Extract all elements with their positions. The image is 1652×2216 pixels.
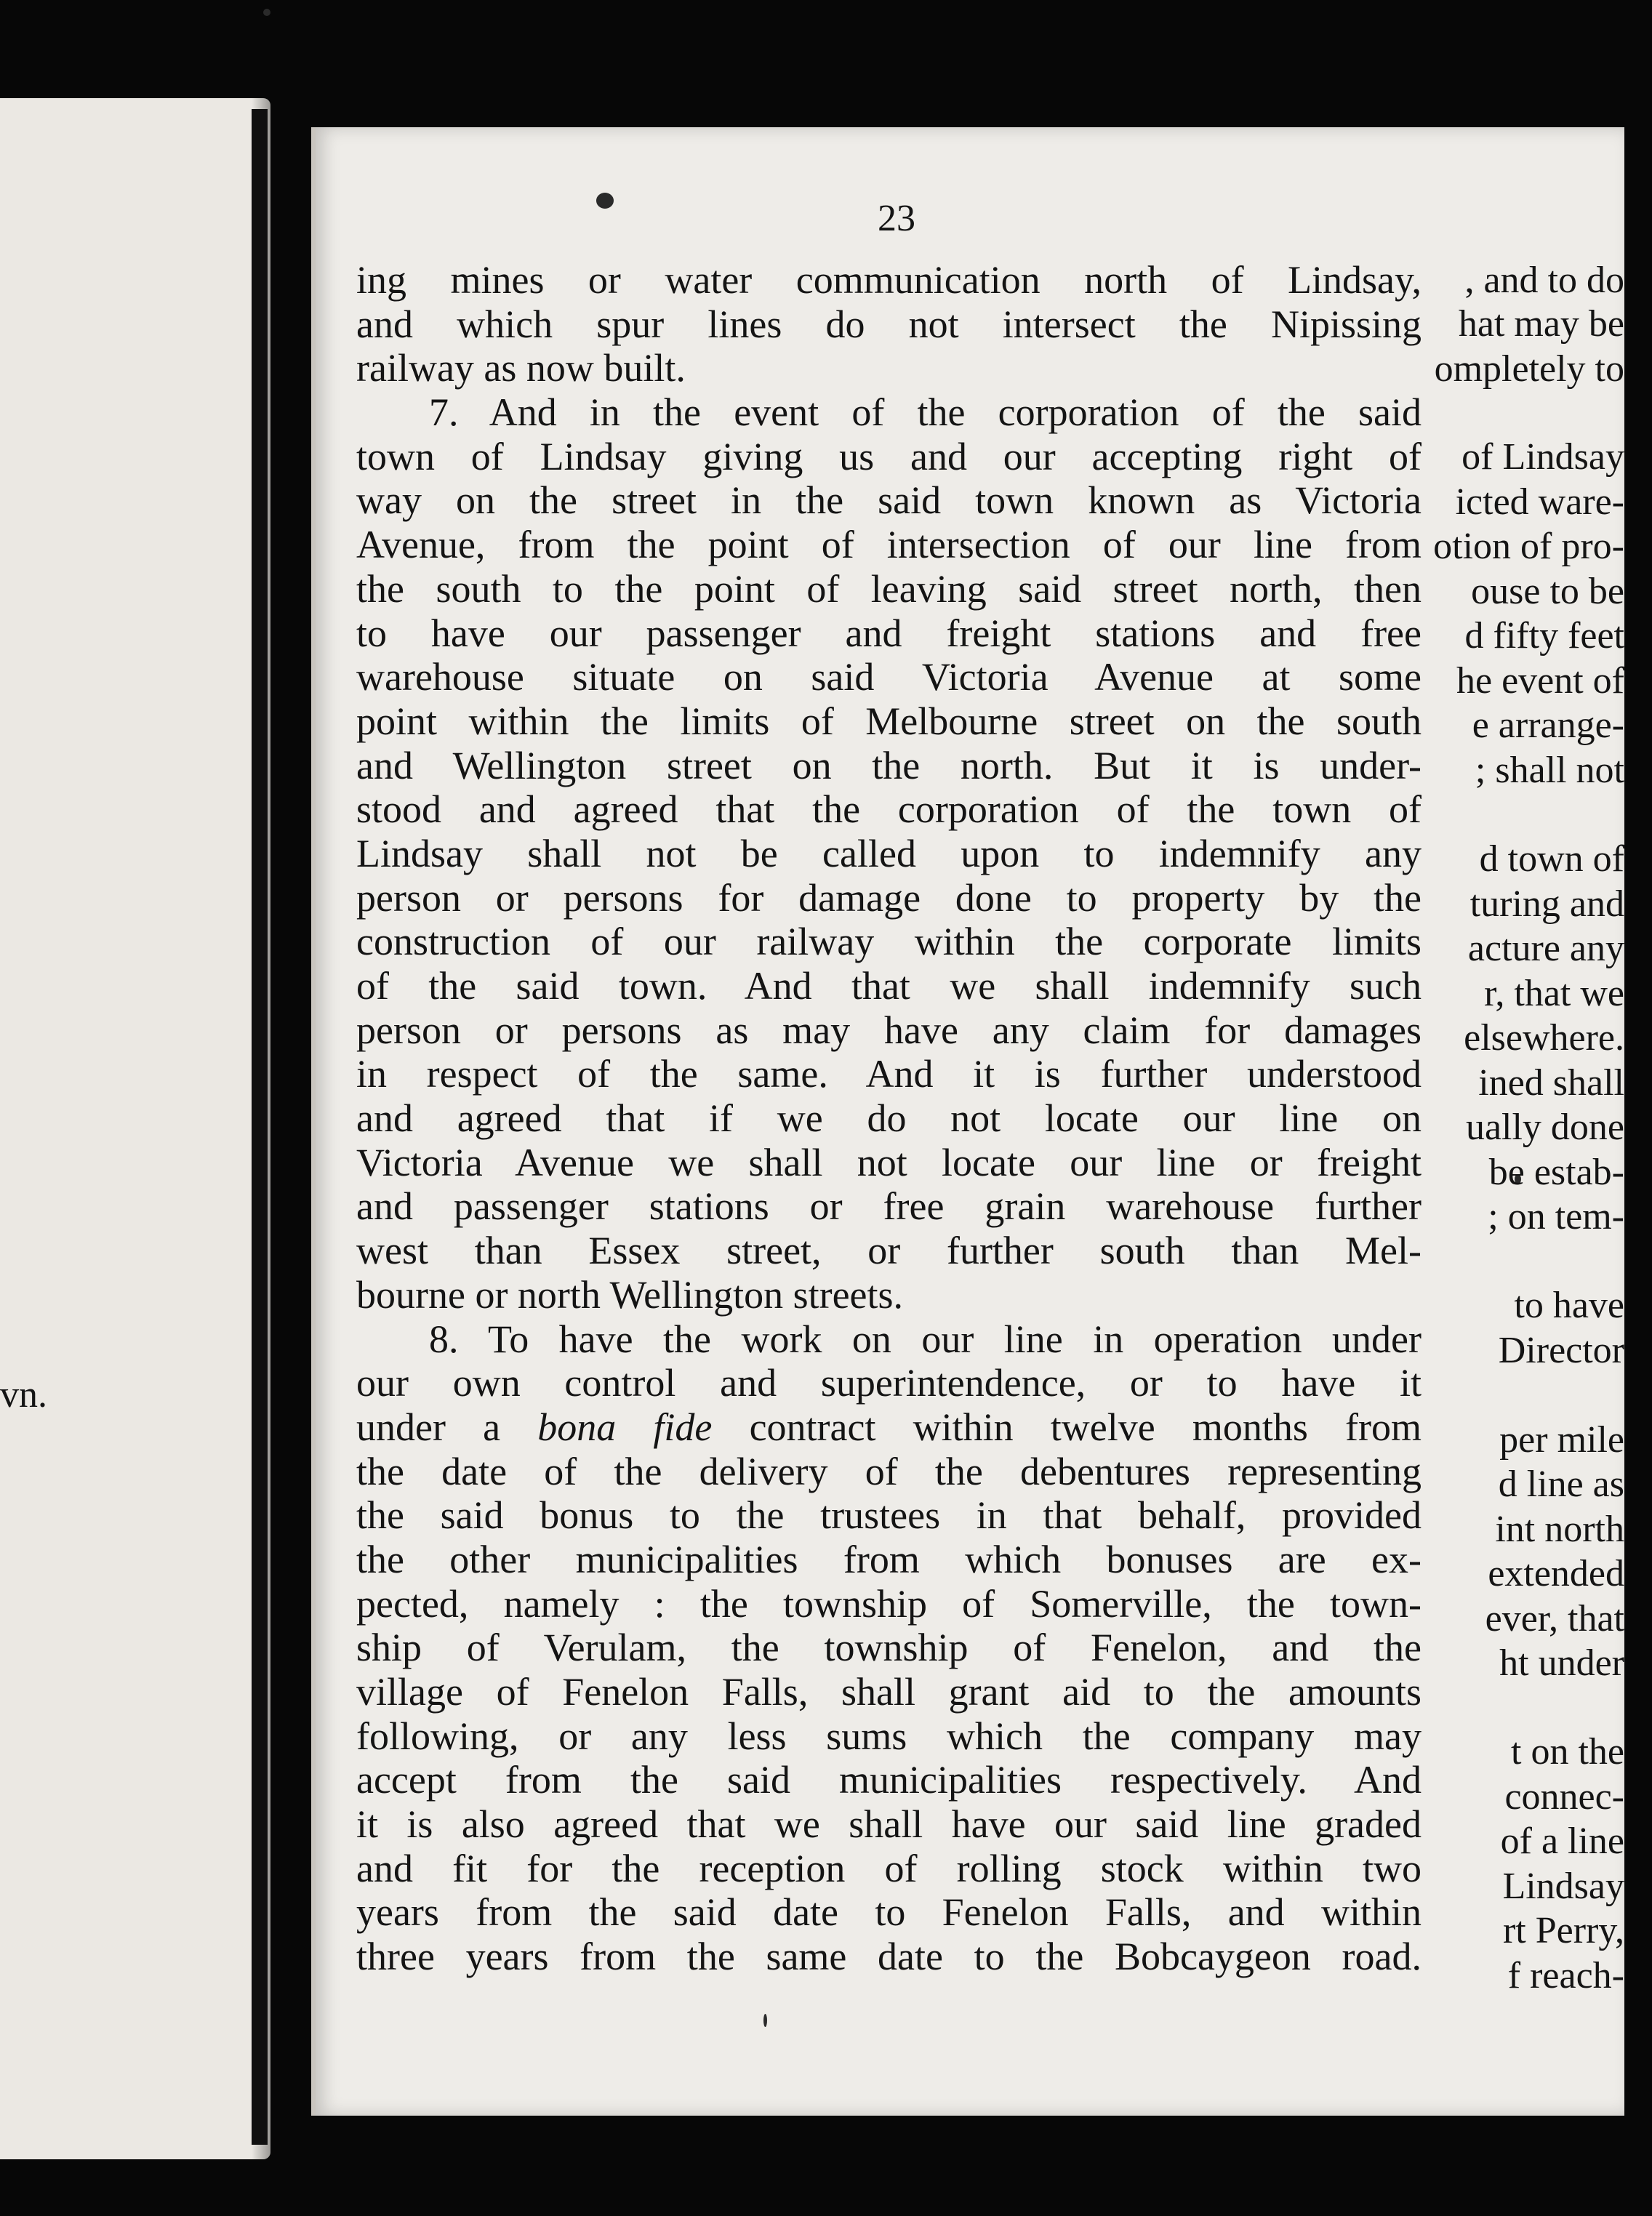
book-spine <box>252 109 268 2145</box>
text-line: our own control and superintendence, or to have it <box>356 1361 1422 1405</box>
left-text-line: connec- <box>1504 1776 1624 1818</box>
text-fragment: under a <box>356 1405 501 1449</box>
left-text-line: hat may be <box>1458 303 1624 345</box>
text-line: town of Lindsay giving us and our accepting right of <box>356 434 1422 478</box>
left-page <box>0 98 270 2159</box>
left-text-line: turing and <box>1469 883 1624 925</box>
text-line: and passenger stations or free grain warehouse further <box>356 1184 1422 1229</box>
text-line: construction of our railway within the corporate limits <box>356 920 1422 964</box>
left-text-line: f reach- <box>1507 1955 1624 1996</box>
text-line: and which spur lines do not intersect the Nipissing <box>356 302 1422 346</box>
left-text-line: ually done <box>1465 1107 1624 1148</box>
left-text-line: per mile <box>1499 1419 1624 1461</box>
left-text-line: of a line <box>1500 1820 1624 1862</box>
left-text-line: ever, that <box>1485 1598 1624 1639</box>
text-line: the south to the point of leaving said street north, then <box>356 566 1422 611</box>
italic-phrase: bona fide <box>537 1405 713 1449</box>
text-line: village of Fenelon Falls, shall grant aid to the amounts <box>356 1670 1422 1714</box>
left-text-line: vn. <box>0 1374 47 1416</box>
left-text-line: ouse to be <box>1471 571 1624 612</box>
text-line: and Wellington street on the north. But it is under- <box>356 743 1422 787</box>
text-line: following, or any less sums which the company may <box>356 1714 1422 1758</box>
text-line: in respect of the same. And it is further understood <box>356 1052 1422 1096</box>
text-line: stood and agreed that the corporation of the town of <box>356 787 1422 832</box>
left-text-line: ; on tem- <box>1488 1196 1624 1237</box>
left-text-line: to have <box>1514 1285 1624 1326</box>
text-line: point within the limits of Melbourne street on the south <box>356 699 1422 743</box>
left-text-line: icted ware- <box>1455 481 1624 523</box>
text-line: ing mines or water communication north of Lindsay, <box>356 258 1422 302</box>
left-text-line: e arrange- <box>1472 704 1624 746</box>
page-number: 23 <box>878 198 915 239</box>
paragraph-8-start: 8. To have the work on our line in operation under <box>429 1317 1422 1361</box>
left-text-line: he event of <box>1456 660 1624 702</box>
left-text-line: ompletely to <box>1434 348 1624 390</box>
left-text-line: int north <box>1495 1509 1624 1550</box>
text-line: and fit for the reception of rolling stock within two <box>356 1846 1422 1890</box>
text-line: way on the street in the said town known as Victoria <box>356 478 1422 523</box>
left-text-line: ; shall not <box>1475 750 1624 791</box>
text-line: the other municipalities from which bonuses are ex- <box>356 1537 1422 1581</box>
left-text-line: rt Perry, <box>1502 1910 1624 1951</box>
left-text-line: acture any <box>1467 928 1624 969</box>
text-line: the date of the delivery of the debentures representing <box>356 1449 1422 1493</box>
left-text-line: d line as <box>1498 1464 1624 1505</box>
text-line: of the said town. And that we shall indemnify such <box>356 964 1422 1008</box>
left-text-line: r, that we <box>1484 973 1624 1014</box>
text-line: and agreed that if we do not locate our line on <box>356 1096 1422 1141</box>
text-line: years from the said date to Fenelon Falls, and within <box>356 1890 1422 1935</box>
left-text-line: otion of pro- <box>1433 526 1624 567</box>
text-line: west than Essex street, or further south than Mel- <box>356 1229 1422 1273</box>
left-text-line: d fifty feet <box>1464 615 1624 657</box>
text-line: it is also agreed that we shall have our said line graded <box>356 1802 1422 1847</box>
text-line: the said bonus to the trustees in that behalf, provided <box>356 1493 1422 1538</box>
left-text-line: extended <box>1488 1553 1624 1594</box>
left-text-line: Lindsay <box>1502 1866 1624 1907</box>
text-line: person or persons as may have any claim for damages <box>356 1008 1422 1052</box>
ink-speck <box>763 2014 767 2027</box>
paragraph-7-start: 7. And in the event of the corporation of the said <box>429 390 1422 435</box>
left-text-line: , and to do <box>1464 260 1624 301</box>
text-line: person or persons for damage done to property by the <box>356 875 1422 920</box>
left-text-line: be estab- <box>1488 1152 1624 1193</box>
left-text-line: elsewhere. <box>1464 1017 1624 1059</box>
text-line: bourne or north Wellington streets. <box>356 1272 904 1317</box>
left-text-line: d town of <box>1479 838 1624 880</box>
ink-smudge <box>596 193 614 209</box>
text-line: to have our passenger and freight stations and free <box>356 611 1422 655</box>
text-line: ship of Verulam, the township of Fenelon, and the <box>356 1626 1422 1670</box>
text-line: three years from the same date to the Bobcaygeon road. <box>356 1935 1422 1979</box>
right-page-text <box>356 258 1422 1979</box>
left-text-line: ined shall <box>1478 1062 1624 1104</box>
text-fragment: contract within twelve months from <box>749 1405 1422 1449</box>
text-line: warehouse situate on said Victoria Avenue at some <box>356 655 1422 699</box>
left-text-line: of Lindsay <box>1461 436 1624 478</box>
text-line: pected, namely : the township of Somerville, the town- <box>356 1581 1422 1626</box>
left-text-line: ht under <box>1499 1642 1624 1684</box>
text-line-with-italic <box>356 1405 1422 1450</box>
left-text-line: t on the <box>1511 1731 1624 1773</box>
left-text-line: Director <box>1498 1330 1624 1371</box>
ink-speck <box>263 9 270 16</box>
text-line: Victoria Avenue we shall not locate our line or freight <box>356 1140 1422 1184</box>
text-line: Lindsay shall not be called upon to indemnify any <box>356 831 1422 875</box>
text-line: Avenue, from the point of intersection of our line from <box>356 523 1422 567</box>
text-line: railway as now built. <box>356 346 686 390</box>
text-line: accept from the said municipalities respectively. And <box>356 1758 1422 1802</box>
